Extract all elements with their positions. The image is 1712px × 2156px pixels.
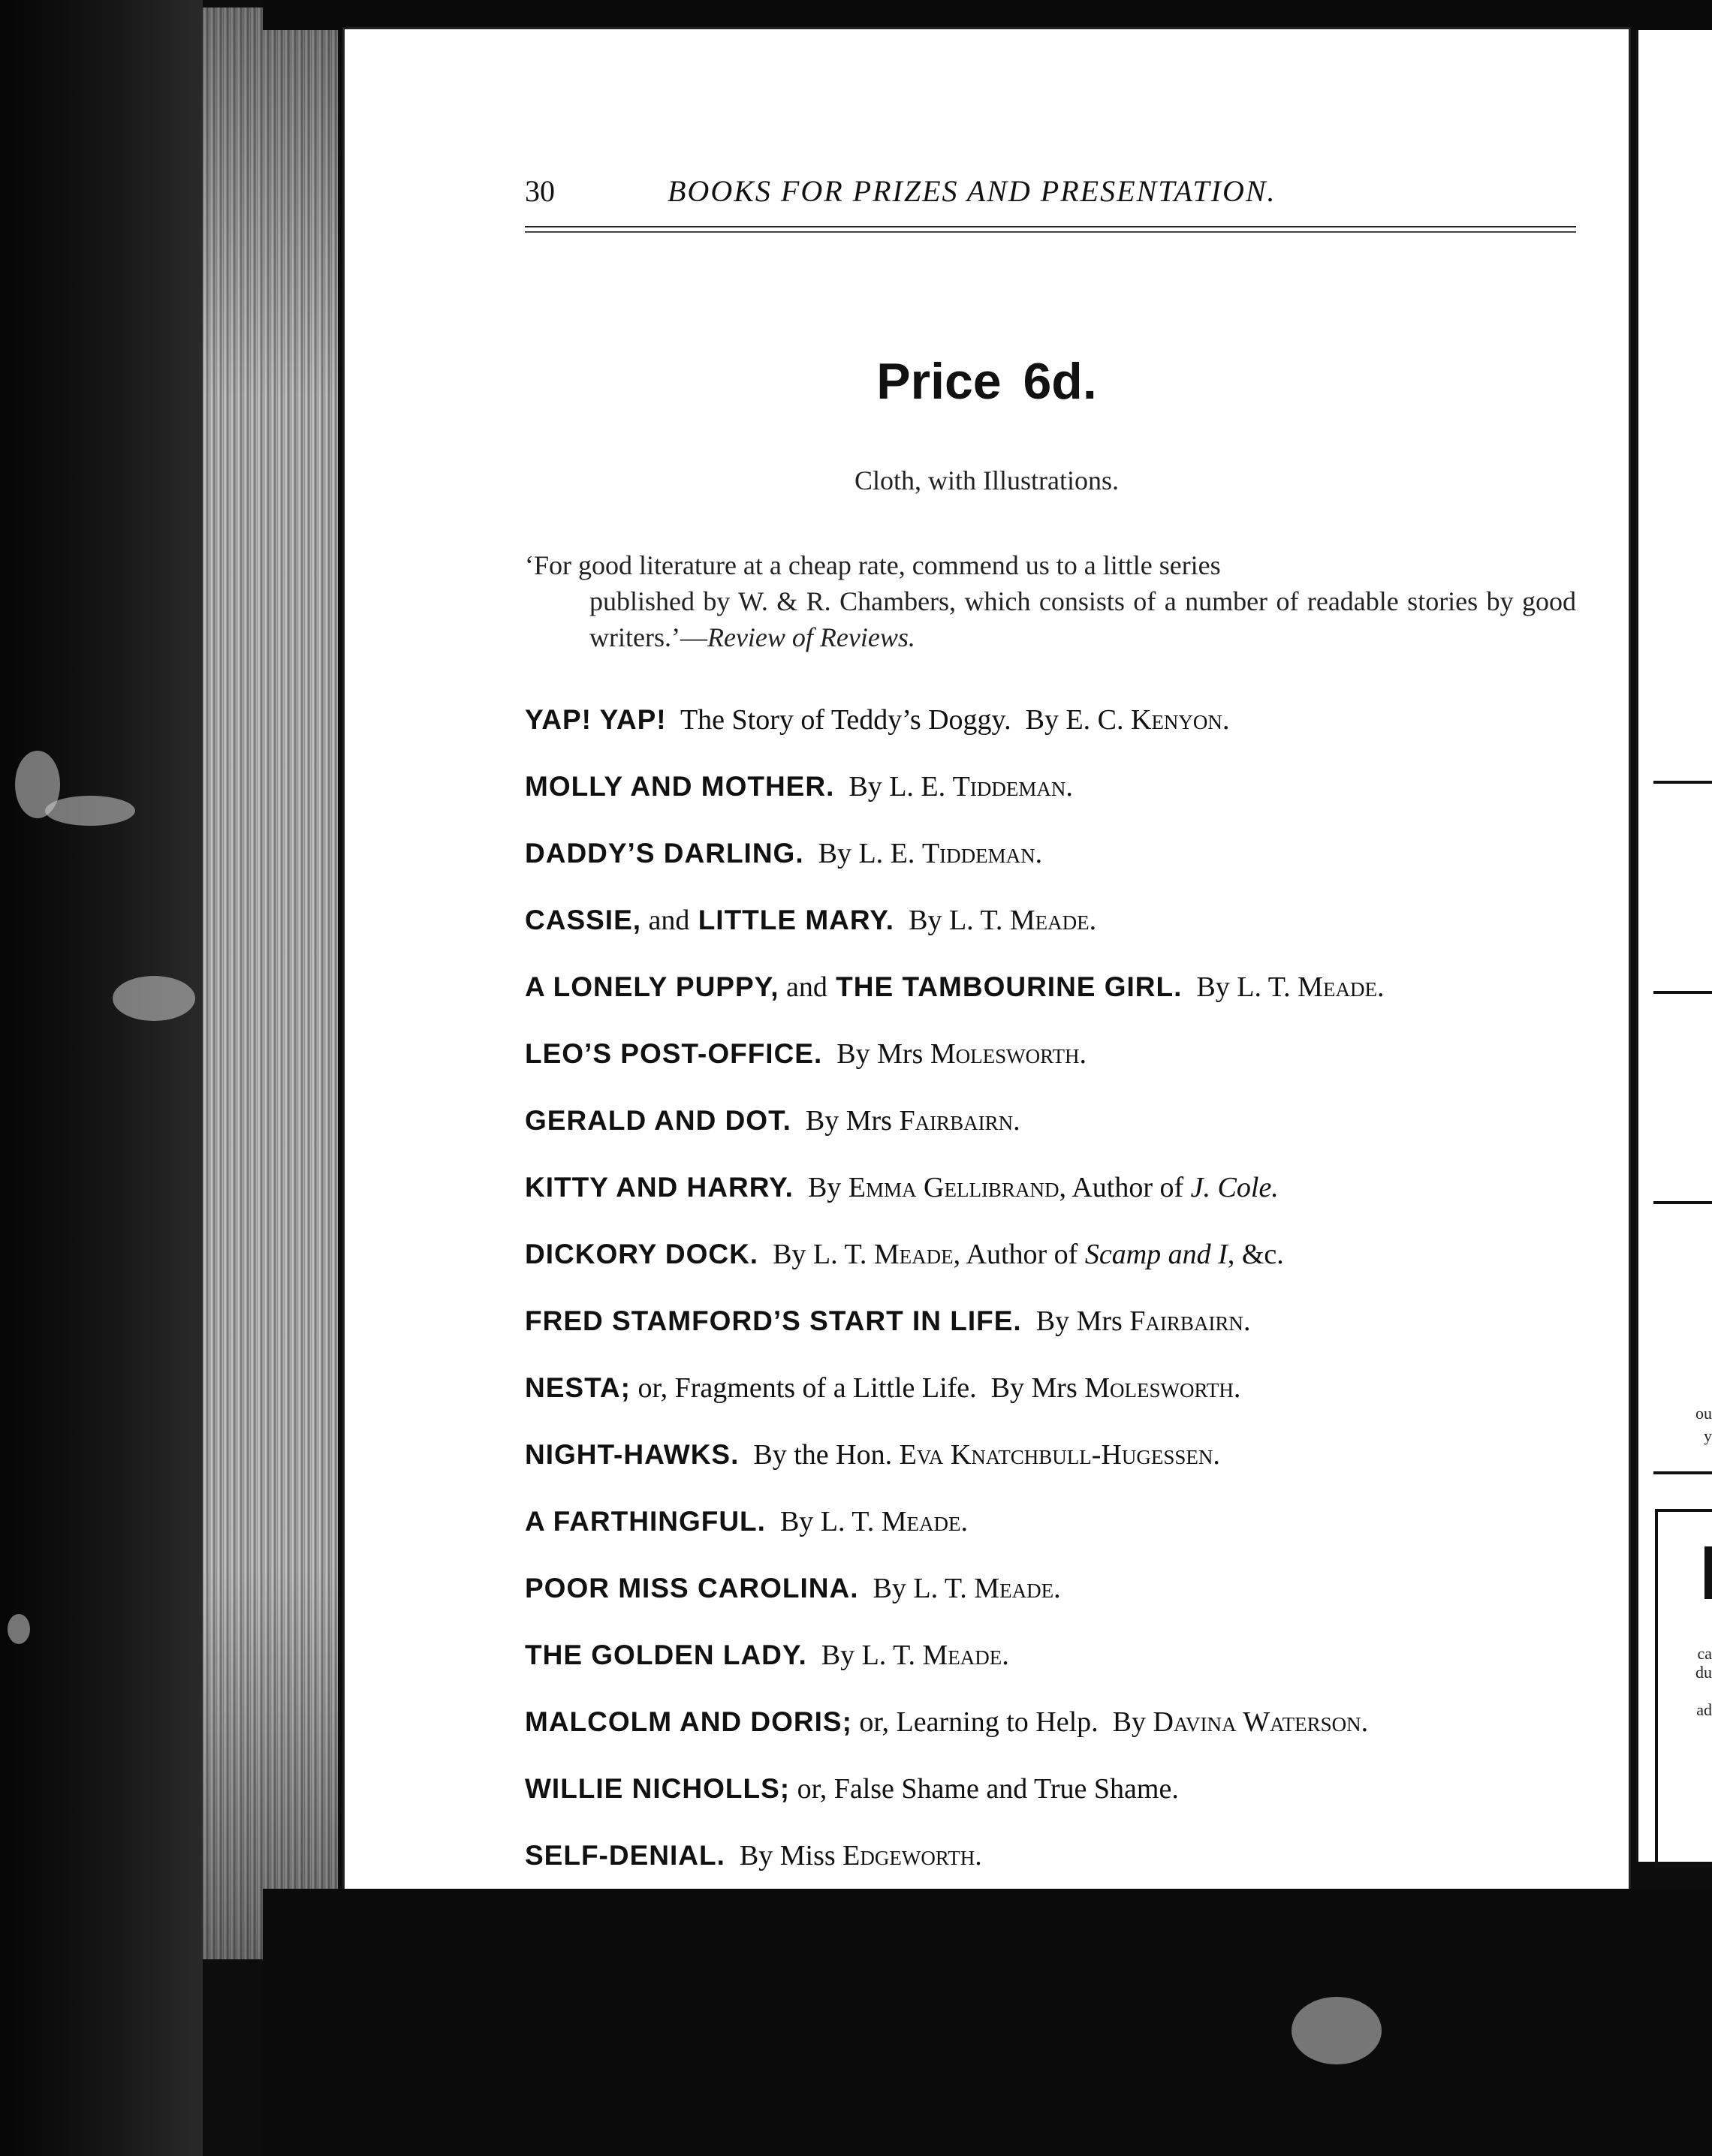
book-title: MOLLY AND MOTHER. (525, 771, 835, 802)
separator (1022, 1305, 1036, 1337)
author-name: Meade (974, 1573, 1054, 1604)
adjacent-rule (1653, 1201, 1712, 1204)
book-title: CASSIE, (525, 905, 642, 935)
book-page-edges (203, 8, 338, 1959)
book-title: THE GOLDEN LADY. (525, 1640, 807, 1670)
author-name: Davina Waterson (1153, 1706, 1361, 1738)
book-subtitle: or, False Shame and True Shame. (797, 1773, 1179, 1805)
author-name: Meade (1009, 905, 1090, 936)
book-subtitle: and (648, 905, 690, 936)
by-label: By L. T. (779, 1506, 882, 1537)
scan-fleck (113, 976, 195, 1021)
scan-background-top (263, 0, 1712, 30)
scan-background-left (0, 0, 203, 2156)
adjacent-fragment: y (1704, 1426, 1712, 1445)
author-suffix: . (1013, 1105, 1020, 1137)
by-label: By L. T. (1182, 971, 1298, 1003)
book-title: POOR MISS CAROLINA. (525, 1573, 859, 1603)
by-label: By L. T. (894, 905, 1010, 936)
book-title: A FARTHINGFUL. (525, 1506, 766, 1537)
book-entry (525, 1566, 1591, 1633)
book-title: WILLIE NICHOLLS; (525, 1773, 791, 1804)
author-name: Molesworth (930, 1038, 1080, 1070)
separator (641, 905, 649, 936)
review-quote (525, 547, 1576, 655)
adjacent-rule (1653, 991, 1712, 994)
author-name: Edgeworth (842, 1840, 975, 1871)
book-entry (525, 831, 1591, 898)
separator (779, 971, 787, 1003)
book-entry (525, 1432, 1591, 1499)
page-number: 30 (525, 174, 555, 208)
scan-fleck (1292, 1997, 1382, 2064)
book-title: MALCOLM AND DORIS; (525, 1706, 852, 1737)
author-name: Fairbairn (899, 1105, 1014, 1137)
author-suffix: . (1361, 1706, 1369, 1738)
separator (766, 1506, 780, 1537)
scan-fleck (45, 796, 135, 826)
adjacent-rule (1653, 1471, 1712, 1474)
separator (859, 1573, 873, 1604)
binding-subtitle: Cloth, with Illustrations. (854, 465, 1119, 495)
adjacent-fragment: du (1695, 1663, 1712, 1682)
author-name: Tiddeman (921, 838, 1035, 869)
book-title: LEO’S POST-OFFICE. (525, 1038, 823, 1069)
author-suffix: . (1035, 838, 1043, 869)
book-title-second: LITTLE MARY. (689, 905, 895, 935)
scan-background-bottom (263, 1889, 1712, 2156)
entry-suffix: , &c. (1227, 1239, 1284, 1270)
price-heading: Price 6d. (876, 353, 1097, 410)
separator (667, 704, 680, 736)
book-title: YAP! YAP! (525, 704, 667, 735)
adjacent-letter (1704, 1546, 1712, 1599)
book-entry (525, 1766, 1591, 1833)
author-suffix: . (1065, 771, 1073, 802)
referenced-work: J. Cole. (1190, 1172, 1279, 1203)
book-entry (525, 1165, 1591, 1232)
author-name: Meade (873, 1239, 954, 1270)
book-title: SELF-DENIAL. (525, 1840, 725, 1871)
book-list (525, 697, 1591, 1900)
author-name: Tiddeman (952, 771, 1066, 802)
book-entry (525, 1366, 1591, 1432)
separator (791, 1105, 806, 1137)
author-suffix: . (1053, 1573, 1061, 1604)
author-suffix: . (1233, 1372, 1241, 1404)
author-suffix: . (1002, 1640, 1009, 1671)
separator (807, 1640, 821, 1671)
book-entry (525, 697, 1591, 764)
by-label: By L. E. (818, 838, 922, 869)
author-suffix: . (1222, 704, 1230, 736)
author-suffix: . (1376, 971, 1385, 1003)
author-suffix: . (1213, 1439, 1220, 1471)
by-label: By (1098, 1706, 1153, 1738)
book-title: FRED STAMFORD’S START IN LIFE. (525, 1305, 1022, 1336)
by-label: By Miss (739, 1840, 843, 1871)
by-label: By Mrs (805, 1105, 900, 1137)
author-suffix: . (1243, 1305, 1251, 1337)
book-title: KITTY AND HARRY. (525, 1172, 794, 1203)
book-entry (525, 1098, 1591, 1165)
book-entry (525, 764, 1591, 831)
quote-first-line: ‘For good literature at a cheap rate, commend us to a little series (525, 550, 1221, 580)
adjacent-box (1655, 1509, 1712, 1868)
book-subtitle: or, Learning to Help. (859, 1706, 1099, 1738)
book-entry (525, 1031, 1591, 1098)
adjacent-page (1635, 30, 1712, 1862)
author-suffix: , Author of (1059, 1172, 1191, 1203)
author-suffix: . (975, 1840, 982, 1871)
separator (725, 1840, 740, 1871)
book-subtitle: or, Fragments of a Little Life. (637, 1372, 977, 1404)
author-name: Meade (1298, 971, 1377, 1003)
book-title: A LONELY PUPPY, (525, 971, 779, 1002)
book-title: NIGHT-HAWKS. (525, 1439, 740, 1470)
book-subtitle: and (786, 971, 827, 1003)
adjacent-fragment: ou (1695, 1404, 1712, 1423)
separator (852, 1706, 860, 1738)
adjacent-rule (1653, 781, 1712, 784)
running-head-title: BOOKS FOR PRIZES AND PRESENTATION. (668, 174, 1276, 208)
book-title: DADDY’S DARLING. (525, 838, 804, 869)
by-label: By L. T. (821, 1640, 923, 1671)
by-label: By Mrs (836, 1038, 930, 1070)
book-subtitle: The Story of Teddy’s Doggy. (680, 704, 1011, 736)
running-head (525, 173, 1543, 218)
author-suffix: . (1089, 905, 1097, 936)
by-label: By L. E. (848, 771, 953, 802)
book-title: GERALD AND DOT. (525, 1105, 791, 1136)
separator (739, 1439, 753, 1471)
book-entry (525, 898, 1591, 965)
by-label: By (807, 1172, 848, 1203)
book-entry (525, 1299, 1591, 1366)
author-name: Kenyon (1131, 704, 1222, 736)
book-entry (525, 1700, 1591, 1766)
book-page (342, 27, 1631, 1893)
separator (834, 771, 848, 802)
separator (822, 1038, 836, 1070)
book-entry (525, 1499, 1591, 1566)
by-label: By Mrs (1035, 1305, 1130, 1337)
separator (758, 1239, 773, 1270)
book-entry (525, 1633, 1591, 1700)
author-suffix: . (960, 1506, 968, 1537)
by-label: By the Hon. (753, 1439, 900, 1471)
separator (790, 1773, 797, 1805)
by-label: By L. T. (873, 1573, 975, 1604)
book-entry (525, 1232, 1591, 1299)
separator (794, 1172, 808, 1203)
author-name: Meade (881, 1506, 961, 1537)
by-label: By E. C. (1011, 704, 1131, 736)
quote-text: published by W. & R. Chambers, which consists of a number of readable stories by good writers.’— (589, 586, 1576, 652)
author-name: Emma Gellibrand (848, 1172, 1059, 1203)
scan-fleck (8, 1614, 30, 1644)
quote-source: Review of Reviews. (707, 622, 915, 652)
author-suffix: . (1079, 1038, 1087, 1070)
book-title: NESTA; (525, 1372, 631, 1403)
header-rule (525, 226, 1576, 233)
author-name: Meade (922, 1640, 1002, 1671)
author-name: Eva Knatchbull-Hugessen (899, 1439, 1213, 1471)
book-title: DICKORY DOCK. (525, 1239, 759, 1269)
author-name: Molesworth (1084, 1372, 1234, 1404)
referenced-work: Scamp and I (1084, 1239, 1228, 1270)
by-label: By Mrs (976, 1372, 1085, 1404)
adjacent-fragment: ad (1696, 1700, 1712, 1719)
by-label: By L. T. (773, 1239, 874, 1270)
quote-continuation (525, 583, 1576, 655)
separator (804, 838, 818, 869)
book-entry (525, 965, 1591, 1031)
adjacent-fragment: ca (1697, 1644, 1712, 1663)
book-title-second: THE TAMBOURINE GIRL. (827, 971, 1183, 1002)
author-name: Fairbairn (1129, 1305, 1243, 1337)
author-suffix: , Author of (953, 1239, 1085, 1270)
